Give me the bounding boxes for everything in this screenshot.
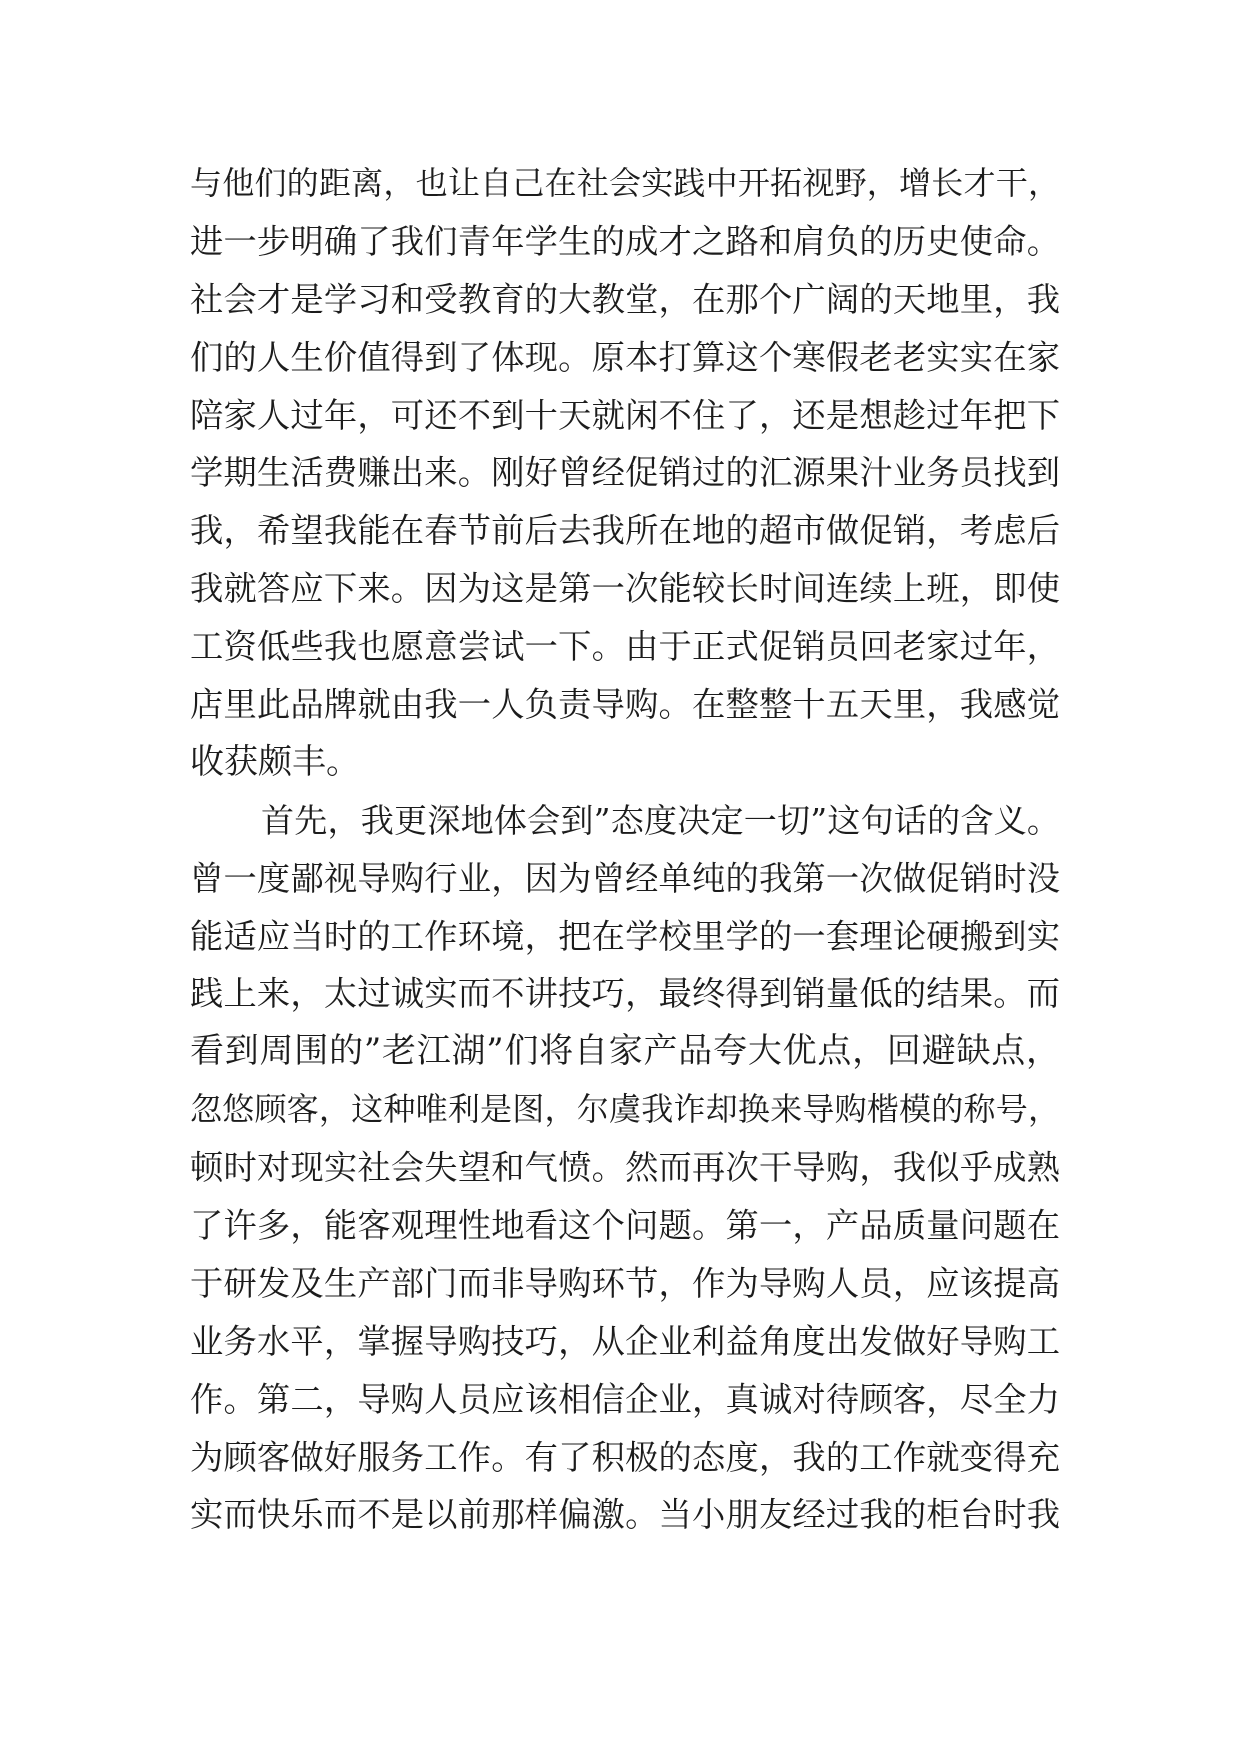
paragraph-first-line: 首先，我更深地体会到”态度决定一切”这句话的含义。 (261, 800, 1060, 840)
text-line: 看到周围的”老江湖”们将自家产品夸大优点，回避缺点， (190, 1031, 1060, 1072)
text-line: 工资低些我也愿意尝试一下。由于正式促销员回老家过年， (190, 627, 1060, 667)
text-line: 为顾客做好服务工作。有了积极的态度，我的工作就变得充 (190, 1437, 1060, 1477)
text-line: 陪家人过年，可还不到十天就闲不住了，还是想趁过年把下 (190, 395, 1060, 435)
text-line: 我，希望我能在春节前后去我所在地的超市做促销，考虑后 (190, 511, 1060, 551)
text-line: 顿时对现实社会失望和气愤。然而再次干导购，我似乎成熟 (190, 1148, 1060, 1188)
text-line: 能适应当时的工作环境，把在学校里学的一套理论硬搬到实 (190, 916, 1060, 956)
text-line: 曾一度鄙视导购行业，因为曾经单纯的我第一次做促销时没 (190, 858, 1060, 898)
text-line: 实而快乐而不是以前那样偏激。当小朋友经过我的柜台时我 (190, 1495, 1060, 1535)
text-line: 店里此品牌就由我一人负责导购。在整整十五天里，我感觉 (190, 685, 1060, 725)
body-text (190, 155, 1060, 1544)
text-line: 践上来，太过诚实而不讲技巧，最终得到销量低的结果。而 (190, 974, 1060, 1014)
text-line: 于研发及生产部门而非导购环节，作为导购人员，应该提高 (190, 1263, 1060, 1303)
text-line: 收获颇丰。 (190, 741, 360, 782)
text-line: 业务水平，掌握导购技巧，从企业利益角度出发做好导购工 (190, 1321, 1060, 1361)
text-line: 们的人生价值得到了体现。原本打算这个寒假老老实实在家 (190, 337, 1060, 377)
text-line: 社会才是学习和受教育的大教堂，在那个广阔的天地里，我 (190, 279, 1060, 319)
text-line: 我就答应下来。因为这是第一次能较长时间连续上班，即使 (190, 569, 1060, 609)
text-line: 与他们的距离，也让自己在社会实践中开拓视野，增长才干， (190, 164, 1060, 202)
text-line: 作。第二，导购人员应该相信企业，真诚对待顾客，尽全力 (190, 1379, 1060, 1419)
text-line: 忽悠顾客，这种唯利是图，尔虞我诈却换来导购楷模的称号， (190, 1090, 1060, 1129)
text-line: 了许多，能客观理性地看这个问题。第一，产品质量问题在 (190, 1206, 1060, 1246)
text-line: 学期生活费赚出来。刚好曾经促销过的汇源果汁业务员找到 (190, 453, 1060, 493)
text-line: 进一步明确了我们青年学生的成才之路和肩负的历史使命。 (190, 221, 1060, 261)
